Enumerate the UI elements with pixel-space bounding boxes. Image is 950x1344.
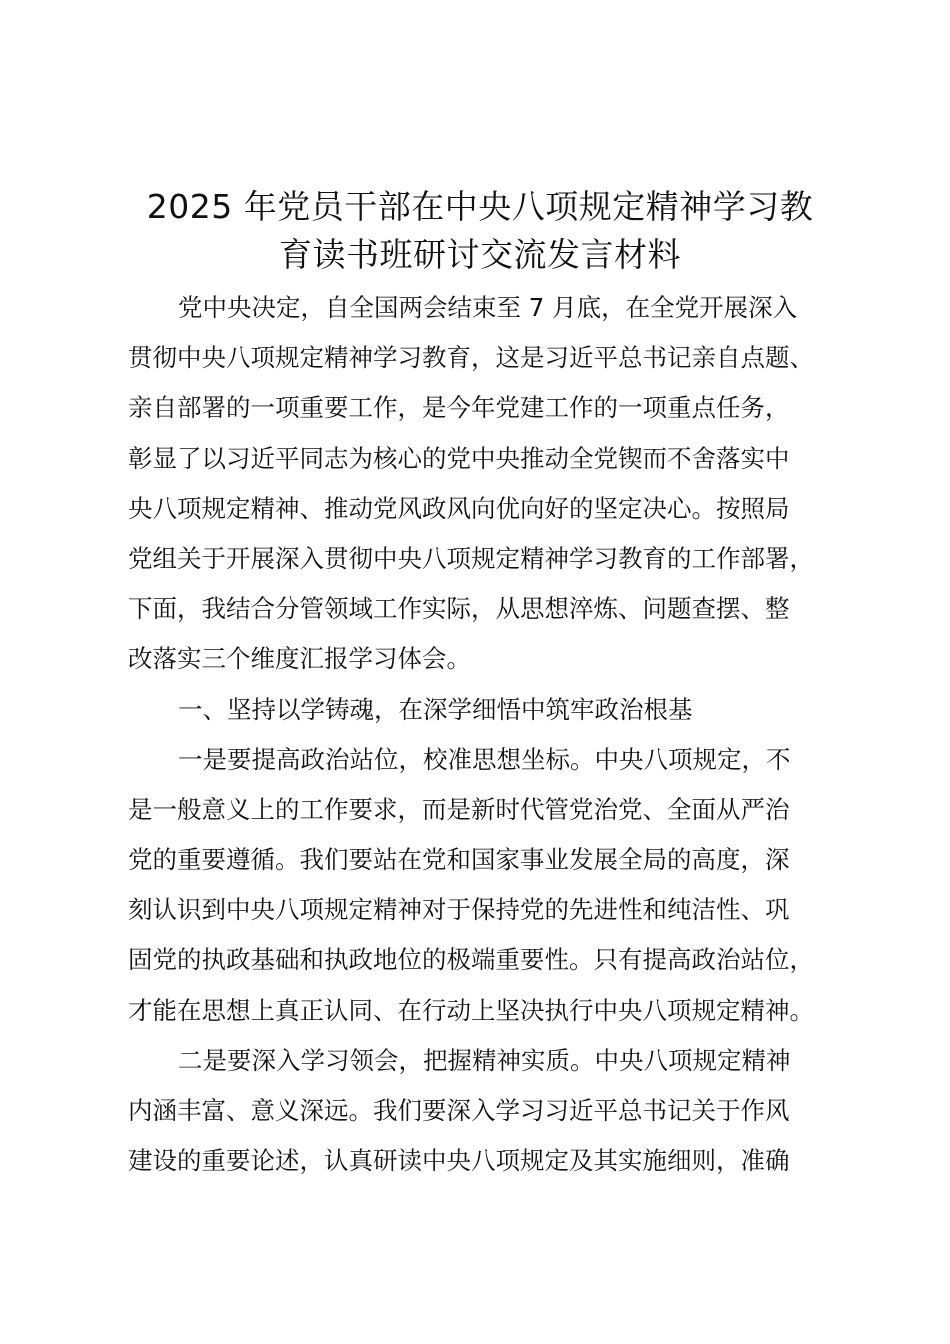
section-heading [128,685,868,735]
title-line: 2025 年党员干部在中央八项规定精神学习教 [146,187,814,226]
paragraph-line: 一是要提高政治站位，校准思想坐标。中央八项规定，不 [178,744,791,774]
document-body [128,283,868,1186]
paragraph-line: 才能在思想上真正认同、在行动上坚决执行中央八项规定精神。 [128,995,814,1025]
paragraph-line: 固党的执政基础和执政地位的极端重要性。只有提高政治站位， [128,945,814,975]
paragraph-line: 下面，我结合分管领域工作实际，从思想淬炼、问题查摆、整 [128,594,790,624]
paragraph-point-two [128,1036,868,1187]
paragraph-line: 建设的重要论述，认真研读中央八项规定及其实施细则，准确 [128,1146,790,1176]
paragraph-point-one [128,735,868,1036]
paragraph-intro [128,283,868,685]
paragraph-line: 二是要深入学习领会，把握精神实质。中央八项规定精神 [178,1045,791,1075]
paragraph-line: 贯彻中央八项规定精神学习教育，这是习近平总书记亲自点题、 [128,343,814,373]
paragraph-line: 央八项规定精神、推动党风政风向优向好的坚定决心。按照局 [128,493,790,523]
paragraph-line: 亲自部署的一项重要工作，是今年党建工作的一项重点任务， [128,393,790,423]
paragraph-line: 彰显了以习近平同志为核心的党中央推动全党锲而不舍落实中 [128,443,790,473]
paragraph-line: 党的重要遵循。我们要站在党和国家事业发展全局的高度，深 [128,845,790,875]
paragraph-line: 是一般意义上的工作要求，而是新时代管党治党、全面从严治 [128,794,790,824]
paragraph-line: 刻认识到中央八项规定精神对于保持党的先进性和纯洁性、巩 [128,895,790,925]
paragraph-line: 内涵丰富、意义深远。我们要深入学习习近平总书记关于作风 [128,1096,790,1125]
section-heading-text: 一、坚持以学铸魂，在深学细悟中筑牢政治根基 [178,694,693,724]
paragraph-line: 党组关于开展深入贯彻中央八项规定精神学习教育的工作部署， [128,543,814,573]
title-line: 育读书班研讨交流发言材料 [279,235,681,274]
document-title [110,183,850,279]
paragraph-line: 改落实三个维度汇报学习体会。 [128,644,471,674]
paragraph-line: 党中央决定，自全国两会结束至 7 月底，在全党开展深入 [178,293,798,322]
